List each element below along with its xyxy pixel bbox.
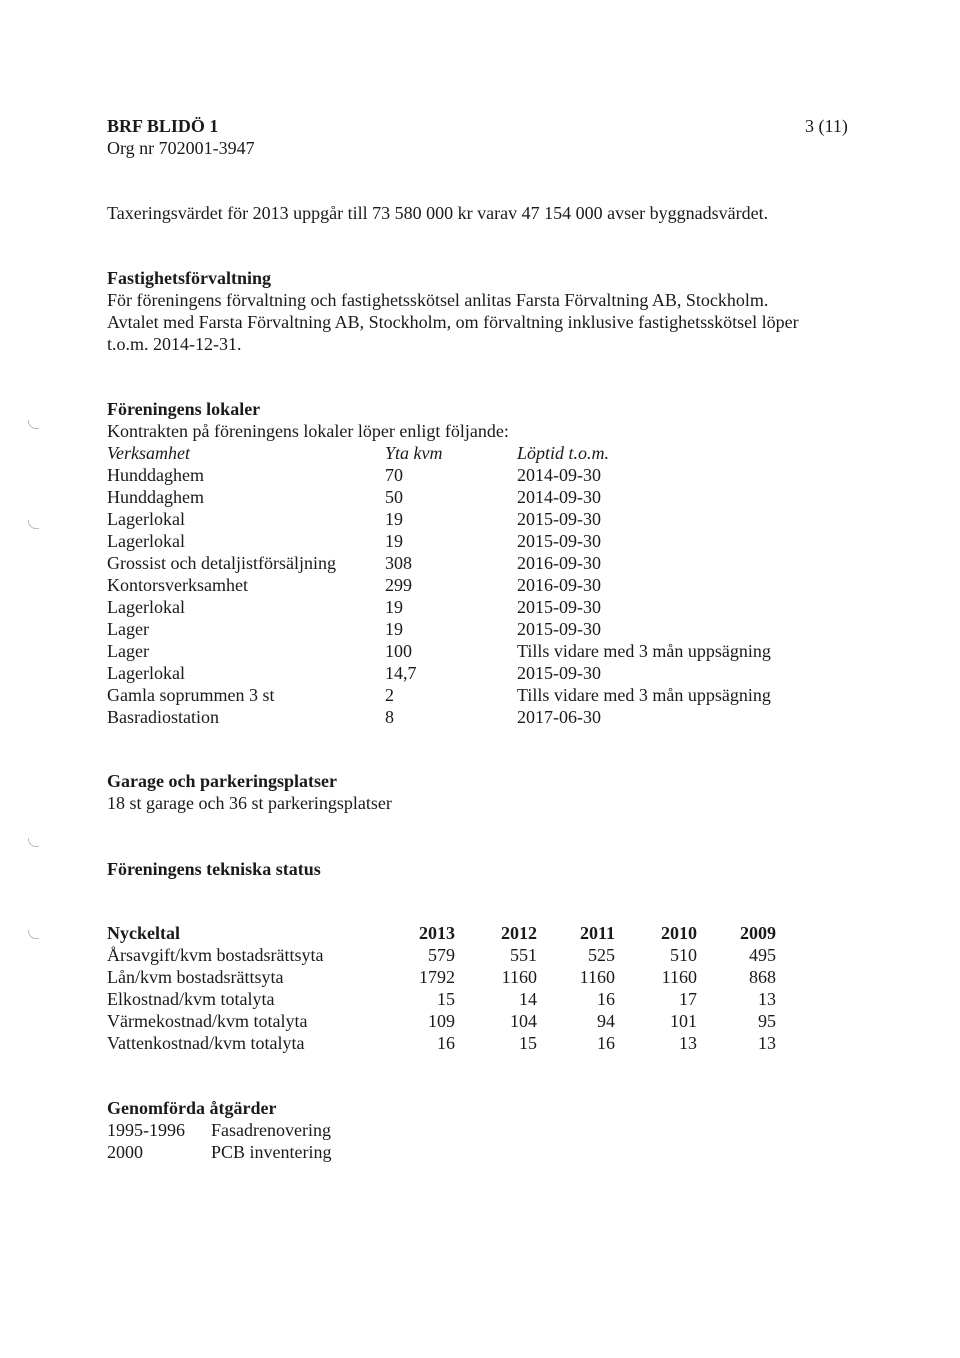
premises-term: 2015-09-30	[517, 509, 601, 529]
year-header: 2013	[419, 923, 455, 943]
premises-term: 2014-09-30	[517, 465, 601, 485]
key-figure-value: 15	[437, 989, 455, 1009]
premises-activity: Lagerlokal	[107, 663, 185, 683]
key-figure-value: 551	[510, 945, 537, 965]
key-figure-value: 16	[597, 989, 615, 1009]
premises-term: 2017-06-30	[517, 707, 601, 727]
premises-area: 14,7	[385, 663, 417, 683]
key-figure-value: 104	[510, 1011, 537, 1031]
key-figure-value: 13	[758, 989, 776, 1009]
key-figure-value: 495	[749, 945, 776, 965]
technical-heading: Föreningens tekniska status	[107, 859, 321, 879]
premises-area: 50	[385, 487, 403, 507]
scan-mark	[28, 420, 39, 429]
premises-term: Tills vidare med 3 mån uppsägning	[517, 641, 771, 661]
garage-text: 18 st garage och 36 st parkeringsplatser	[107, 793, 392, 813]
key-figure-name: Elkostnad/kvm totalyta	[107, 989, 275, 1009]
premises-area: 19	[385, 597, 403, 617]
action-text: Fasadrenovering	[211, 1120, 331, 1140]
key-figure-value: 16	[437, 1033, 455, 1053]
premises-term: 2016-09-30	[517, 553, 601, 573]
premises-term: 2014-09-30	[517, 487, 601, 507]
premises-heading: Föreningens lokaler	[107, 399, 261, 419]
key-figure-value: 13	[679, 1033, 697, 1053]
management-line: Avtalet med Farsta Förvaltning AB, Stockholm, om förvaltning inklusive fastighetsskötsel löper	[107, 312, 799, 332]
key-figure-value: 94	[597, 1011, 615, 1031]
premises-activity: Lagerlokal	[107, 531, 185, 551]
premises-activity: Lager	[107, 641, 149, 661]
premises-activity: Grossist och detaljistförsäljning	[107, 553, 336, 573]
year-header: 2012	[501, 923, 537, 943]
page-number: 3 (11)	[805, 116, 848, 136]
garage-heading: Garage och parkeringsplatser	[107, 771, 337, 791]
scan-mark	[28, 838, 39, 847]
premises-intro: Kontrakten på föreningens lokaler löper enligt följande:	[107, 421, 509, 441]
premises-activity: Lagerlokal	[107, 509, 185, 529]
key-figure-name: Värmekostnad/kvm totalyta	[107, 1011, 308, 1031]
key-figure-value: 1160	[579, 967, 615, 987]
premises-col-area: Yta kvm	[385, 443, 443, 463]
premises-area: 100	[385, 641, 412, 661]
premises-area: 19	[385, 509, 403, 529]
key-figure-value: 101	[670, 1011, 697, 1031]
key-figure-value: 95	[758, 1011, 776, 1031]
management-line: t.o.m. 2014-12-31.	[107, 334, 242, 354]
key-figure-value: 17	[679, 989, 697, 1009]
premises-area: 19	[385, 619, 403, 639]
premises-term: Tills vidare med 3 mån uppsägning	[517, 685, 771, 705]
year-header: 2009	[740, 923, 776, 943]
action-year: 2000	[107, 1142, 143, 1162]
key-figure-name: Vattenkostnad/kvm totalyta	[107, 1033, 305, 1053]
premises-term: 2015-09-30	[517, 597, 601, 617]
premises-activity: Lager	[107, 619, 149, 639]
key-figure-value: 16	[597, 1033, 615, 1053]
action-text: PCB inventering	[211, 1142, 332, 1162]
premises-area: 308	[385, 553, 412, 573]
premises-col-activity: Verksamhet	[107, 443, 190, 463]
premises-activity: Lagerlokal	[107, 597, 185, 617]
key-figure-value: 1160	[501, 967, 537, 987]
document-title: BRF BLIDÖ 1	[107, 116, 219, 136]
premises-activity: Gamla soprummen 3 st	[107, 685, 275, 705]
tax-value-text: Taxeringsvärdet för 2013 uppgår till 73 580 000 kr varav 47 154 000 avser byggnadsvärdet.	[107, 203, 769, 223]
premises-area: 19	[385, 531, 403, 551]
key-figure-value: 109	[428, 1011, 455, 1031]
management-heading: Fastighetsförvaltning	[107, 268, 271, 288]
org-number: Org nr 702001-3947	[107, 138, 255, 158]
scan-mark	[28, 520, 39, 529]
premises-area: 299	[385, 575, 412, 595]
premises-term: 2015-09-30	[517, 619, 601, 639]
key-figure-name: Lån/kvm bostadsrättsyta	[107, 967, 284, 987]
premises-activity: Kontorsverksamhet	[107, 575, 248, 595]
key-figure-value: 15	[519, 1033, 537, 1053]
action-year: 1995-1996	[107, 1120, 185, 1140]
premises-activity: Basradiostation	[107, 707, 219, 727]
premises-term: 2015-09-30	[517, 663, 601, 683]
premises-col-term: Löptid t.o.m.	[517, 443, 610, 463]
premises-area: 8	[385, 707, 394, 727]
premises-term: 2016-09-30	[517, 575, 601, 595]
year-header: 2010	[661, 923, 697, 943]
key-figures-label: Nyckeltal	[107, 923, 180, 943]
premises-area: 2	[385, 685, 394, 705]
key-figure-value: 868	[749, 967, 776, 987]
key-figure-value: 525	[588, 945, 615, 965]
premises-term: 2015-09-30	[517, 531, 601, 551]
premises-activity: Hunddaghem	[107, 465, 204, 485]
premises-area: 70	[385, 465, 403, 485]
key-figure-name: Årsavgift/kvm bostadsrättsyta	[107, 945, 324, 965]
premises-activity: Hunddaghem	[107, 487, 204, 507]
key-figure-value: 13	[758, 1033, 776, 1053]
key-figure-value: 1160	[661, 967, 697, 987]
key-figure-value: 579	[428, 945, 455, 965]
management-line: För föreningens förvaltning och fastighetsskötsel anlitas Farsta Förvaltning AB, Stockholm.	[107, 290, 769, 310]
year-header: 2011	[579, 923, 615, 943]
key-figure-value: 510	[670, 945, 697, 965]
key-figure-value: 1792	[419, 967, 455, 987]
scan-mark	[28, 930, 39, 939]
key-figure-value: 14	[519, 989, 537, 1009]
actions-heading: Genomförda åtgärder	[107, 1098, 277, 1118]
